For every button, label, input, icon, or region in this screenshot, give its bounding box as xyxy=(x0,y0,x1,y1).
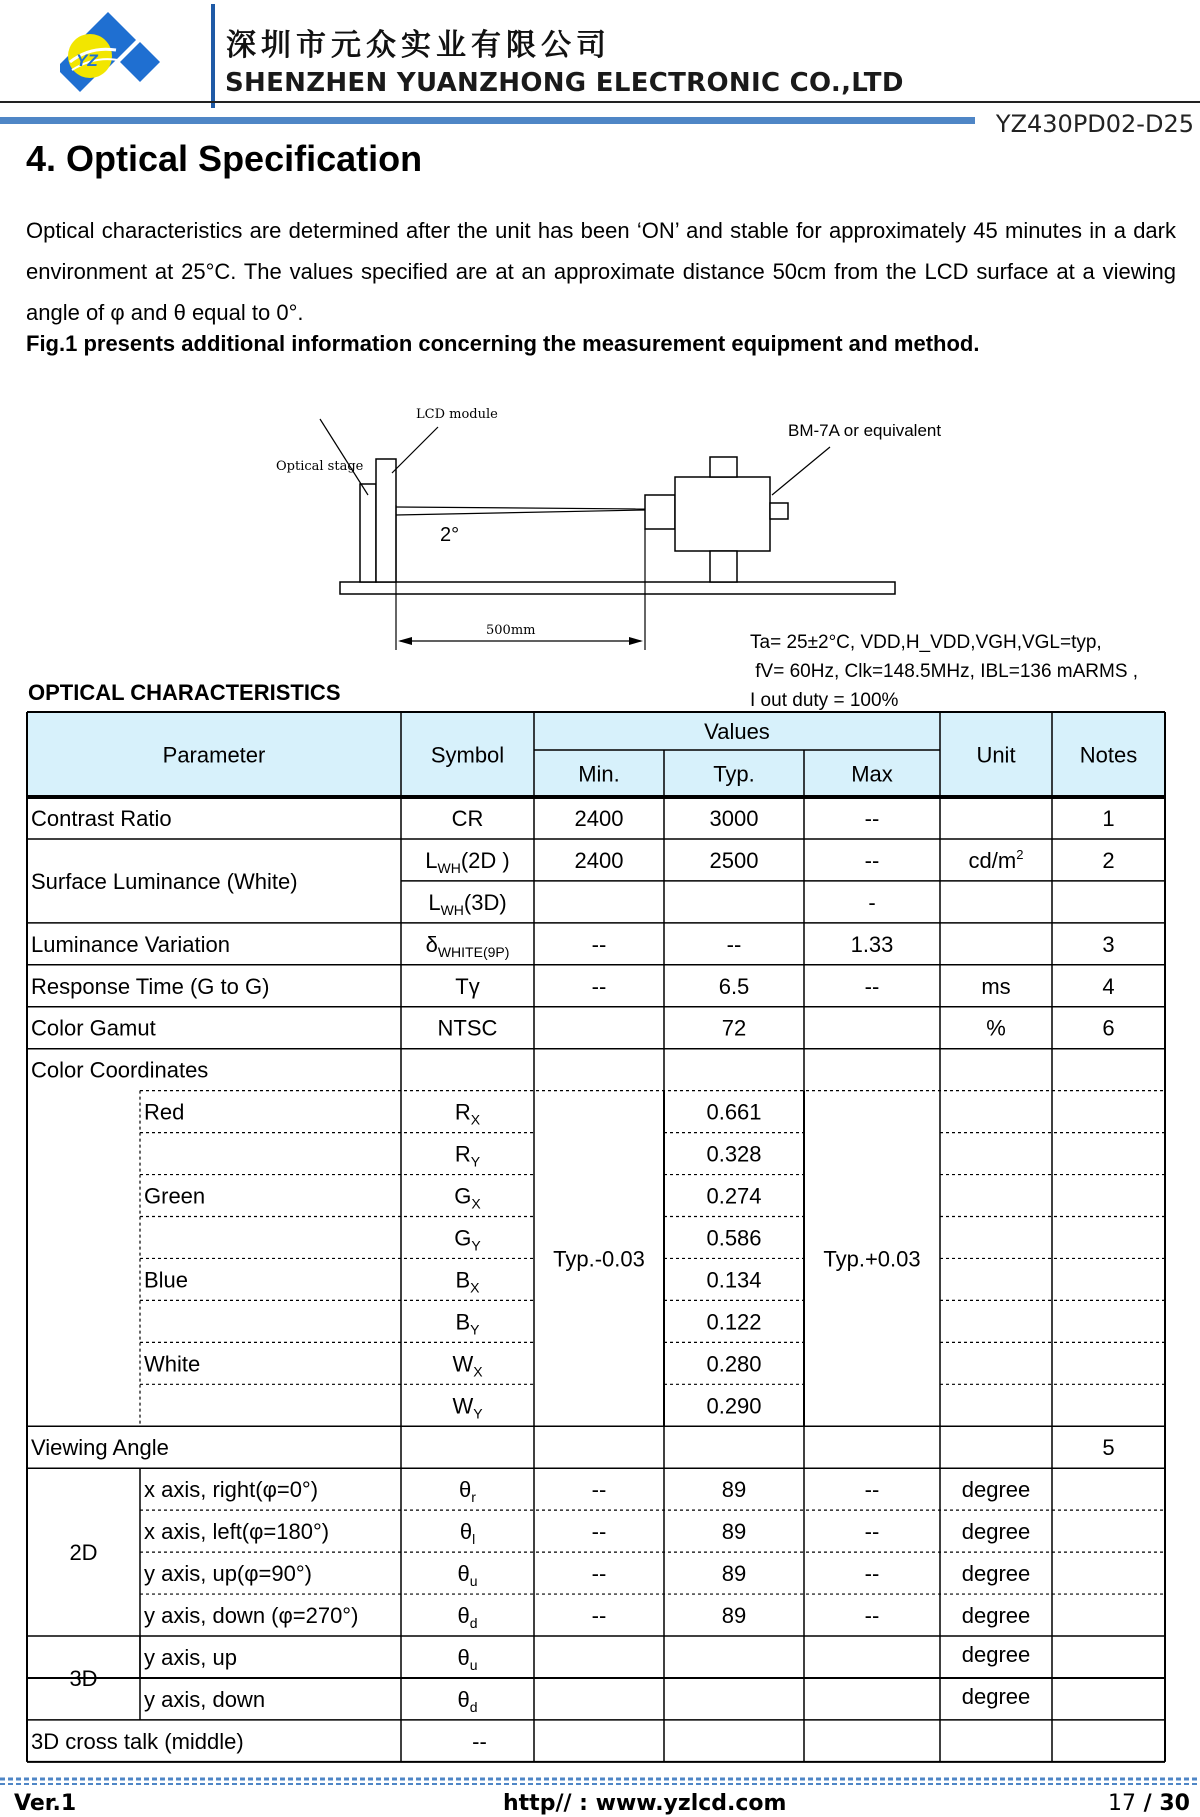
row-luminance-typ: 2500 xyxy=(709,847,759,873)
row-contrast-typ: 3000 xyxy=(709,805,759,831)
row-contrast-max: -- xyxy=(864,805,880,831)
row-response-min: -- xyxy=(591,973,607,999)
group-3d-label: 3D xyxy=(69,1665,98,1691)
row-viewing-2d-typ: 89 xyxy=(721,1603,747,1629)
document-number: YZ430PD02-D25 xyxy=(995,110,1194,138)
row-viewing-3d-symbol: $\theta_d$ xyxy=(457,1686,478,1715)
row-viewing-2d-max: -- xyxy=(864,1561,880,1587)
row-coords-symbol: $G_X$ xyxy=(454,1183,481,1212)
row-viewing-2d-typ: 89 xyxy=(721,1561,747,1587)
row-luminance-symbol-2d: $L_{WH}(2D$ ) xyxy=(425,847,510,876)
row-coords-name: Blue xyxy=(144,1267,189,1293)
row-coords-symbol: $B_Y$ xyxy=(455,1309,480,1338)
row-luminance-note: 2 xyxy=(1102,847,1115,873)
row-coords-symbol: $W_X$ xyxy=(452,1351,483,1380)
row-luminance-unit: $cd/m^2$ xyxy=(968,846,1024,873)
row-coords-typ: 0.122 xyxy=(706,1309,762,1335)
header-parameter: Parameter xyxy=(162,742,266,768)
label-distance: 500mm xyxy=(486,623,536,638)
company-name-cn: 深圳市元众实业有限公司 xyxy=(226,28,611,63)
row-coords-typ: 0.280 xyxy=(706,1351,762,1377)
row-coords-typ: 0.661 xyxy=(706,1099,762,1125)
header-notes: Notes xyxy=(1079,742,1138,768)
footer-rule xyxy=(0,1777,1200,1785)
row-coords-name: Green xyxy=(144,1183,206,1209)
row-viewing-note: 5 xyxy=(1102,1435,1115,1461)
row-viewing-2d-typ: 89 xyxy=(721,1477,747,1503)
row-viewing-2d-symbol: $\theta_d$ xyxy=(457,1603,478,1632)
row-gamut-note: 6 xyxy=(1102,1015,1115,1041)
header-unit: Unit xyxy=(976,742,1016,768)
header-max: Max xyxy=(851,761,893,787)
row-viewing-2d-unit: degree xyxy=(961,1561,1031,1587)
row-viewing-2d-max: -- xyxy=(864,1477,880,1503)
row-coords-name: White xyxy=(144,1351,201,1377)
row-luminance-param: Surface Luminance (White) xyxy=(31,868,298,894)
header-values: Values xyxy=(704,719,770,744)
row-gamut-param: Color Gamut xyxy=(31,1015,156,1041)
header-typ: Typ. xyxy=(713,761,755,787)
row-response-typ: 6.5 xyxy=(718,973,750,999)
row-coords-symbol: $B_X$ xyxy=(455,1267,480,1296)
row-response-param: Response Time (G to G) xyxy=(31,973,270,999)
company-name-en: SHENZHEN YUANZHONG ELECTRONIC CO.,LTD xyxy=(225,68,904,98)
table-title: OPTICAL CHARACTERISTICS xyxy=(28,680,341,705)
label-angle: 2° xyxy=(440,524,460,546)
row-coords-typ: 0.134 xyxy=(706,1267,762,1293)
row-contrast-min: 2400 xyxy=(574,805,624,831)
row-gamut-symbol: NTSC xyxy=(437,1015,498,1041)
header-symbol: Symbol xyxy=(430,742,505,768)
label-instrument: BM-7A or equivalent xyxy=(788,421,942,440)
label-optical-stage: Optical stage xyxy=(276,459,364,474)
row-viewing-3d-unit: degree xyxy=(961,1641,1031,1667)
row-viewing-2d-unit: degree xyxy=(961,1603,1031,1629)
row-coords-typ: 0.290 xyxy=(706,1393,762,1419)
footer-version: Ver.1 xyxy=(14,1791,77,1816)
row-luminance-max: -- xyxy=(864,847,880,873)
row-viewing-param: Viewing Angle xyxy=(31,1435,169,1461)
row-coords-symbol: $R_Y$ xyxy=(454,1141,481,1170)
row-contrast-note: 1 xyxy=(1102,805,1115,831)
row-viewing-2d-name: x axis, right(φ=0°) xyxy=(144,1477,319,1503)
row-gamut-typ: 72 xyxy=(721,1015,747,1041)
row-viewing-3d-name: y axis, down xyxy=(144,1686,266,1712)
label-lcd-module: LCD module xyxy=(416,407,498,422)
row-luminance-symbol-3d: $L_{WH}(3D)$ xyxy=(428,889,507,918)
page-separator: / xyxy=(1136,1791,1160,1816)
row-variation-param: Luminance Variation xyxy=(31,931,230,957)
row-viewing-3d-symbol: $\theta_u$ xyxy=(457,1644,478,1673)
figure-note: Fig.1 presents additional information concerning the measurement equipment and method. xyxy=(26,331,980,356)
row-viewing-3d-name: y axis, up xyxy=(144,1644,237,1670)
row-coords-name: Red xyxy=(144,1099,185,1125)
footer-url[interactable]: http// : www.yzlcd.com xyxy=(503,1791,787,1816)
row-viewing-2d-name: y axis, up(φ=90°) xyxy=(144,1561,312,1587)
row-coords-typ: 0.274 xyxy=(706,1183,762,1209)
row-coords-typ: 0.586 xyxy=(706,1225,762,1251)
row-crosstalk-param: 3D cross talk (middle) xyxy=(31,1728,244,1754)
row-viewing-2d-unit: degree xyxy=(961,1477,1031,1503)
row-contrast-symbol: CR xyxy=(451,805,484,831)
row-viewing-2d-max: -- xyxy=(864,1519,880,1545)
row-luminance-min: 2400 xyxy=(574,847,624,873)
row-luminance-max-3d: - xyxy=(868,889,876,915)
row-variation-note: 3 xyxy=(1102,931,1115,957)
measurement-conditions: Ta= 25±2°C, VDD,H_VDD,VGH,VGL=typ, fV= 60Hz, Clk=148.5MHz, IBL=136 mARMS , I out duty = 100% xyxy=(750,632,1139,711)
row-coords-symbol: $R_X$ xyxy=(454,1099,481,1128)
row-viewing-2d-min: -- xyxy=(591,1603,607,1629)
row-viewing-2d-unit: degree xyxy=(961,1519,1031,1545)
row-response-unit: ms xyxy=(981,973,1011,999)
group-2d-label: 2D xyxy=(69,1540,98,1566)
row-coords-symbol: $W_Y$ xyxy=(452,1393,483,1422)
row-gamut-unit: % xyxy=(986,1015,1006,1041)
row-viewing-2d-symbol: $\theta_l$ xyxy=(459,1519,476,1548)
row-viewing-2d-typ: 89 xyxy=(721,1519,747,1545)
page-current: 17 xyxy=(1108,1791,1137,1816)
row-viewing-2d-symbol: $\theta_r$ xyxy=(459,1477,476,1506)
row-variation-typ: -- xyxy=(726,931,742,957)
page-total: 30 xyxy=(1159,1791,1190,1816)
row-variation-max: 1.33 xyxy=(850,931,894,957)
row-response-max: -- xyxy=(864,973,880,999)
row-coords-min: Typ.-0.03 xyxy=(553,1246,645,1272)
row-variation-min: -- xyxy=(591,931,607,957)
row-viewing-2d-min: -- xyxy=(591,1561,607,1587)
header-min: Min. xyxy=(578,761,620,787)
row-response-note: 4 xyxy=(1102,973,1115,999)
row-coords-max: Typ.+0.03 xyxy=(823,1246,921,1272)
row-viewing-2d-name: x axis, left(φ=180°) xyxy=(144,1519,330,1545)
footer-page-number xyxy=(1108,1791,1190,1816)
row-response-symbol: Tγ xyxy=(455,973,480,999)
row-viewing-2d-min: -- xyxy=(591,1519,607,1545)
row-viewing-3d-unit: degree xyxy=(961,1683,1031,1709)
row-viewing-2d-name: y axis, down (φ=270°) xyxy=(144,1603,359,1629)
row-viewing-2d-symbol: $\theta_u$ xyxy=(457,1561,478,1590)
logo-text: YZ xyxy=(76,51,98,70)
row-coords-symbol: $G_Y$ xyxy=(454,1225,481,1254)
row-contrast-param: Contrast Ratio xyxy=(31,805,172,831)
row-variation-symbol: $\delta_{WHITE(9P)}$ xyxy=(425,931,510,960)
row-viewing-2d-max: -- xyxy=(864,1603,880,1629)
row-coords-param: Color Coordinates xyxy=(31,1057,209,1083)
section-title: 4. Optical Specification xyxy=(26,138,423,179)
intro-paragraph: Optical characteristics are determined after the unit has been ‘ON’ and stable for approximately 45 minutes in a dark environment at 25°C. The values specified are at an approximate distance 50cm from the LCD surface at a viewing angle of φ and θ equal to 0°. xyxy=(26,218,1176,325)
row-viewing-2d-min: -- xyxy=(591,1477,607,1503)
row-crosstalk-symbol: -- xyxy=(472,1728,487,1754)
row-coords-typ: 0.328 xyxy=(706,1141,762,1167)
